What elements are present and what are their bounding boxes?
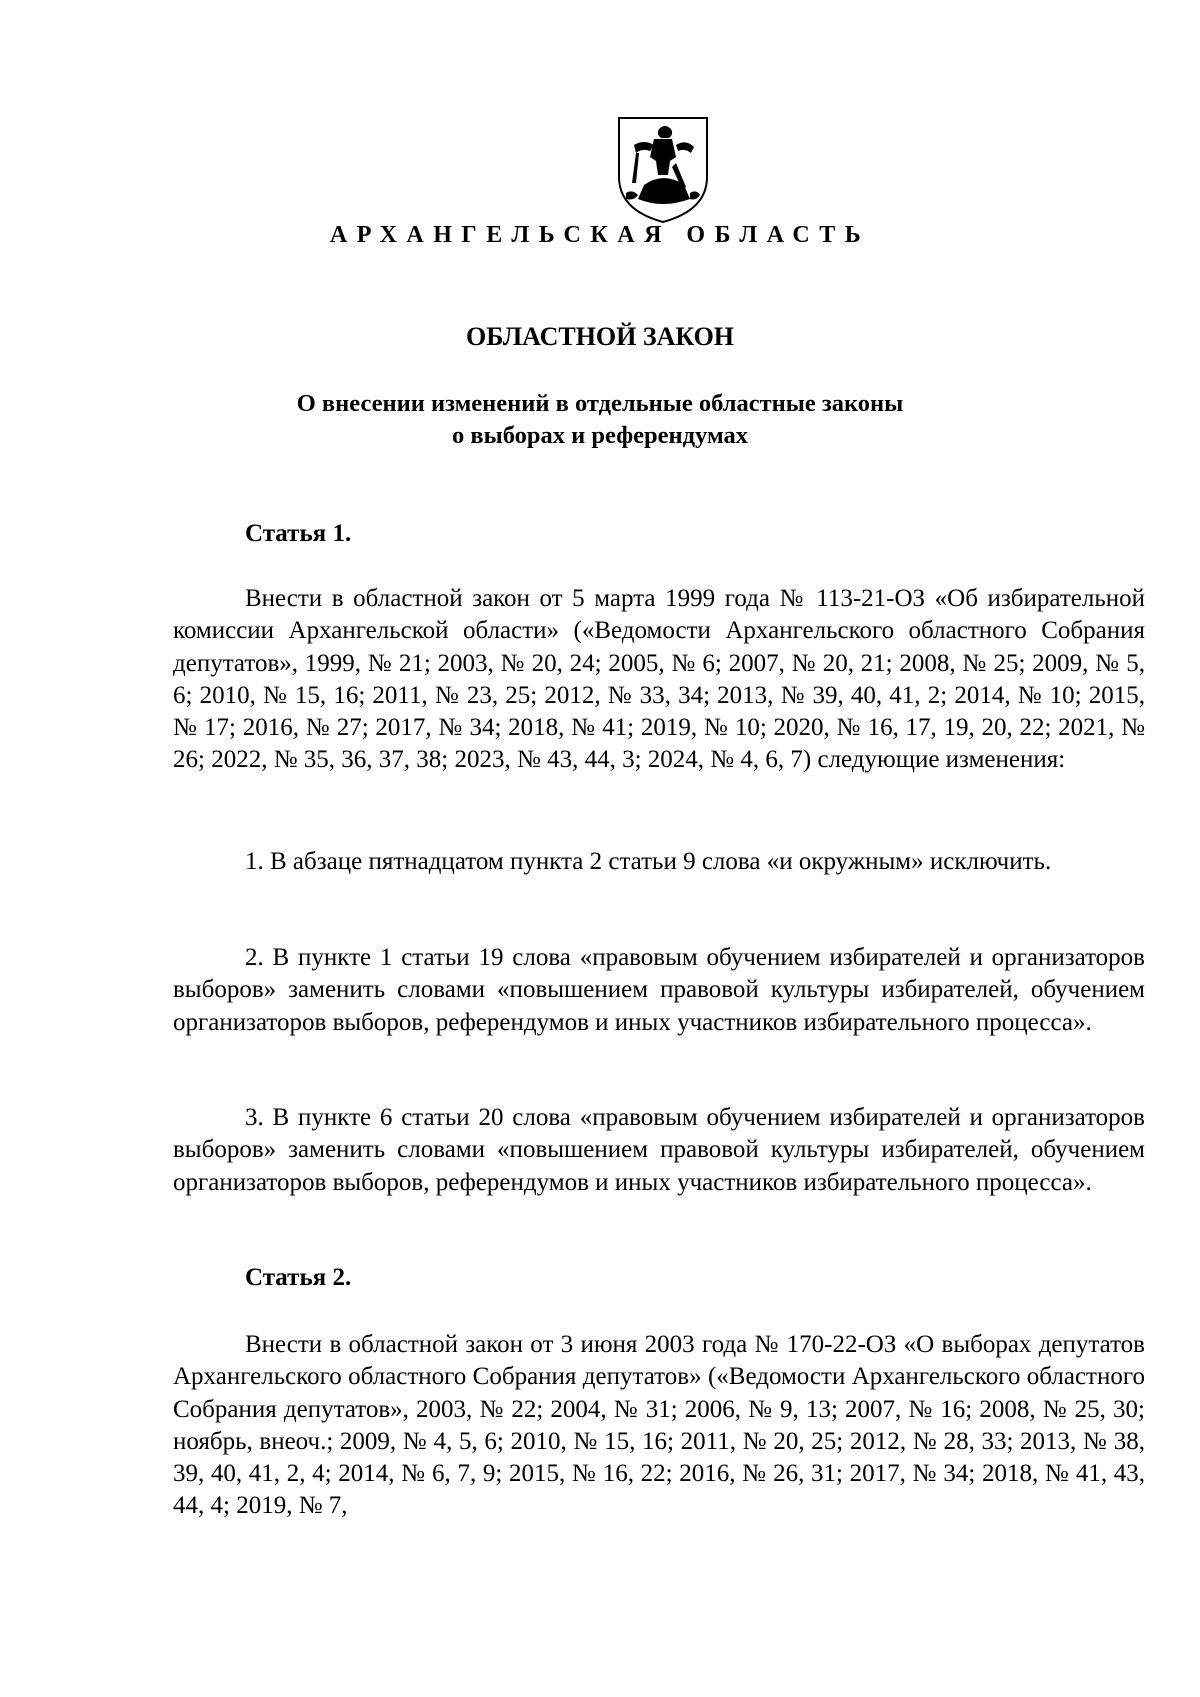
document-title bbox=[0, 388, 1200, 452]
document-title-line: О внесении изменений в отдельные областные законы bbox=[296, 390, 904, 417]
article-2-heading: Статья 2. bbox=[245, 1264, 352, 1291]
document-type: ОБЛАСТНОЙ ЗАКОН bbox=[465, 322, 735, 351]
article-1-item-1: 1. В абзаце пятнадцатом пункта 2 статьи 9 слова «и окружным» исключить. bbox=[245, 848, 1052, 875]
article-2-paragraph: Внести в областной закон от 3 июня 2003 года № 170-22-ОЗ «О выборах депутатов Архангельского областного Собрания депутатов» («Ведомости Архангельского областного Собрания депутатов», 2003, № 22; 2004, № 31; 2006, № 9, 13; 2007, № 16; 2008, № 25, 30; ноябрь, внеоч.; 2009, № 4, 5, 6; 2010, № 15, 16; 2011, № 20, 25; 2012, № 28, 33; 2013, № 38, 39, 40, 41, 2, 4; 2014, № 6, 7, 9; 2015, № 16, 22; 2016, № 26, 31; 2017, № 34; 2018, № 41, 43, 44, 4; 2019, № 7, bbox=[173, 1331, 1145, 1520]
document-title-line: о выборах и референдумах bbox=[452, 422, 748, 449]
article-1-item-2: 2. В пункте 1 статьи 19 слова «правовым обучением избирателей и организаторов выборов» заменить словами «повышением правовой культуры избирателей, обучением организаторов выборов, референдумов и иных участников избирательного процесса». bbox=[173, 944, 1145, 1036]
article-1-paragraph: Внести в областной закон от 5 марта 1999 года № 113-21-ОЗ «Об избирательной комиссии Архангельской области» («Ведомости Архангельского областного Собрания депутатов», 1999, № 21; 2003, № 20, 24; 2005, № 6; 2007, № 20, 21; 2008, № 25; 2009, № 5, 6; 2010, № 15, 16; 2011, № 23, 25; 2012, № 33, 34; 2013, № 39, 40, 41, 2; 2014, № 10; 2015, № 17; 2016, № 27; 2017, № 34; 2018, № 41; 2019, № 10; 2020, № 16, 17, 19, 20, 22; 2021, № 26; 2022, № 35, 36, 37, 38; 2023, № 43, 44, 3; 2024, № 4, 6, 7) следующие изменения: bbox=[173, 585, 1145, 774]
coat-of-arms-icon bbox=[614, 115, 712, 225]
article-1-heading: Статья 1. bbox=[245, 520, 352, 547]
article-1-item-3: 3. В пункте 6 статьи 20 слова «правовым обучением избирателей и организаторов выборов» заменить словами «повышением правовой культуры избирателей, обучением организаторов выборов, референдумов и иных участников избирательного процесса». bbox=[173, 1104, 1145, 1196]
region-name: АРХАНГЕЛЬСКАЯ ОБЛАСТЬ bbox=[329, 222, 871, 248]
